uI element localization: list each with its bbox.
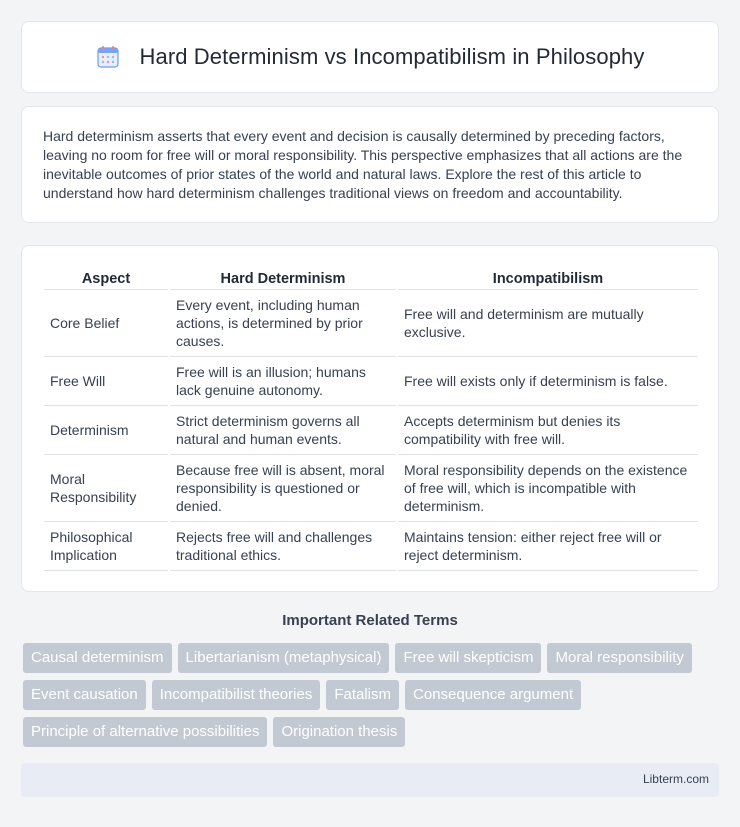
table-row [44,406,698,455]
intro-paragraph: Hard determinism asserts that every event and decision is causally determined by preceding factors, leaving no room for free will or moral responsibility. This perspective emphasizes that all actions are the inevitable outcomes of prior states of the world and natural laws. Explore the rest of this article to understand how hard determinism challenges traditional views on freedom and accountability. [43,128,683,201]
cell-aspect: Moral Responsibility [44,455,168,522]
table-header-row [44,264,698,290]
comparison-table [42,264,700,571]
related-terms-heading: Important Related Terms [282,612,458,629]
cell-incompatibilism: Maintains tension: either reject free will or reject determinism. [398,522,698,571]
cell-aspect: Philosophical Implication [44,522,168,571]
tag-incompatibilist-theories[interactable]: Incompatibilist theories [152,680,321,710]
tag-consequence-argument[interactable]: Consequence argument [405,680,581,710]
cell-incompatibilism: Accepts determinism but denies its compatibility with free will. [398,406,698,455]
header-card [21,21,719,93]
table-row [44,455,698,522]
cell-aspect: Determinism [44,406,168,455]
tag-principle-alternative-possibilities[interactable]: Principle of alternative possibilities [23,717,267,747]
tag-origination-thesis[interactable]: Origination thesis [273,717,405,747]
related-terms-section [21,612,719,747]
cell-incompatibilism: Free will exists only if determinism is false. [398,357,698,406]
table-row [44,290,698,357]
calendar-icon [96,45,120,69]
page-title: Hard Determinism vs Incompatibilism in Philosophy [139,44,645,69]
tag-event-causation[interactable]: Event causation [23,680,146,710]
cell-aspect: Free Will [44,357,168,406]
cell-aspect: Core Belief [44,290,168,357]
cell-incompatibilism: Free will and determinism are mutually exclusive. [398,290,698,357]
tag-free-will-skepticism[interactable]: Free will skepticism [395,643,541,673]
tag-causal-determinism[interactable]: Causal determinism [23,643,172,673]
footer-brand-link[interactable]: Libterm.com [642,772,709,786]
footer [21,763,719,797]
header-incompatibilism: Incompatibilism [398,264,698,290]
cell-hard-determinism: Every event, including human actions, is determined by prior causes. [170,290,396,357]
cell-hard-determinism: Because free will is absent, moral responsibility is questioned or denied. [170,455,396,522]
header-title-group [96,44,645,70]
cell-hard-determinism: Free will is an illusion; humans lack genuine autonomy. [170,357,396,406]
tag-fatalism[interactable]: Fatalism [326,680,399,710]
cell-incompatibilism: Moral responsibility depends on the existence of free will, which is incompatible with determinism. [398,455,698,522]
tag-libertarianism[interactable]: Libertarianism (metaphysical) [178,643,390,673]
table-row [44,522,698,571]
comparison-card [21,245,719,592]
tag-moral-responsibility[interactable]: Moral responsibility [547,643,691,673]
header-aspect: Aspect [44,264,168,290]
header-hard-determinism: Hard Determinism [170,264,396,290]
cell-hard-determinism: Rejects free will and challenges traditional ethics. [170,522,396,571]
table-row [44,357,698,406]
cell-hard-determinism: Strict determinism governs all natural and human events. [170,406,396,455]
related-terms-list [21,643,719,747]
intro-card [21,106,719,223]
